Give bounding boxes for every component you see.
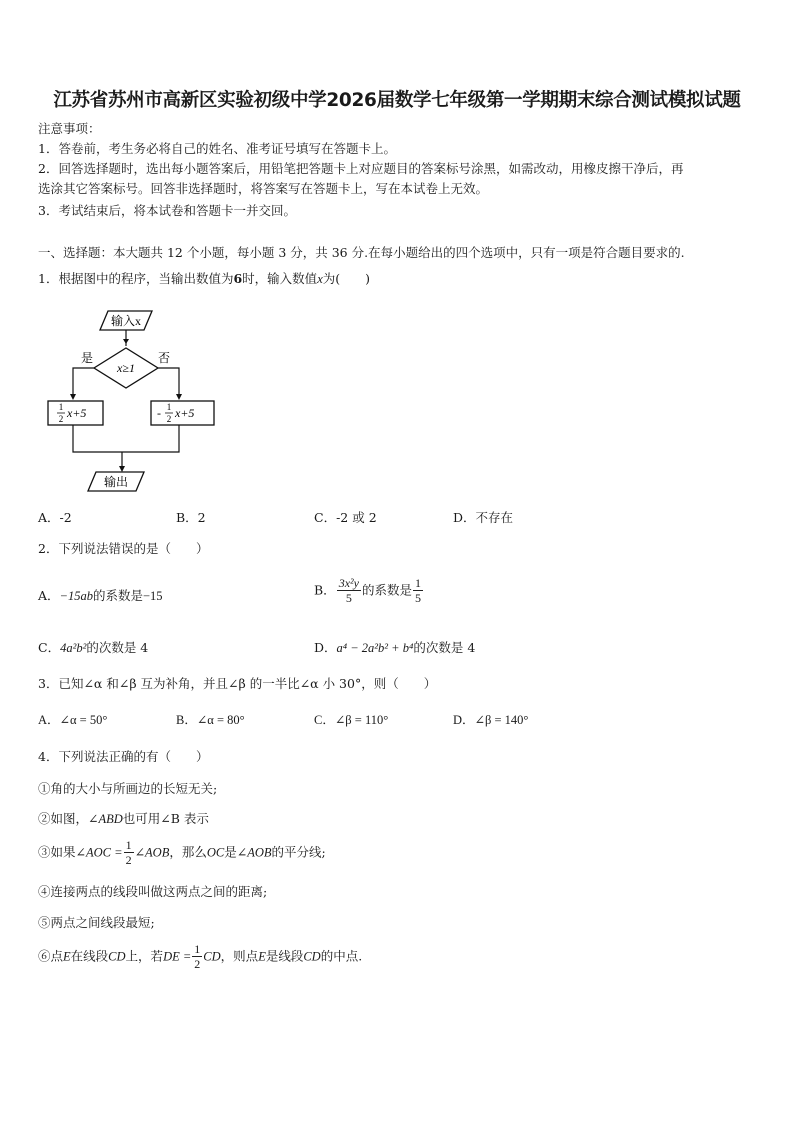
q3-option-d: D．∠β = 140° bbox=[453, 713, 529, 727]
flowchart bbox=[40, 300, 240, 500]
question-4-stem: 4．下列说法正确的有（ ） bbox=[38, 749, 209, 764]
question-3-stem: 3．已知∠α 和∠β 互为补角，并且∠β 的一半比∠α 小 30°，则（ ） bbox=[38, 676, 437, 691]
flow-no-label: 否 bbox=[157, 351, 171, 365]
question-1-stem: 1．根据图中的程序，当输出数值为6时，输入数值x为( ) bbox=[38, 271, 371, 286]
q4-statement-5: ⑤两点之间线段最短; bbox=[38, 915, 155, 930]
q1-option-d: D．不存在 bbox=[453, 510, 514, 525]
flow-right-expr: x+5 bbox=[175, 406, 195, 420]
section-heading: 一、选择题：本大题共 12 个小题，每小题 3 分，共 36 分.在每小题给出的四个选项中，只有一项是符合题目要求的. bbox=[38, 245, 685, 260]
q2-option-a: A．−15ab的系数是−15 bbox=[38, 588, 163, 603]
notice-heading: 注意事项： bbox=[38, 121, 101, 136]
notice-item-2: 2．回答选择题时，选出每小题答案后，用铅笔把答题卡上对应题目的答案标号涂黑，如需改动，用橡皮擦干净后，再 bbox=[38, 161, 684, 176]
q3-option-b: B．∠α = 80° bbox=[176, 713, 245, 727]
notice-item-1: 1．答卷前，考生务必将自己的姓名、准考证号填写在答题卡上。 bbox=[38, 141, 396, 156]
page-title: 江苏省苏州市高新区实验初级中学2026届数学七年级第一学期期末综合测试模拟试题 bbox=[53, 90, 741, 111]
flow-left-num: 1 bbox=[58, 402, 64, 412]
question-2-stem: 2．下列说法错误的是（ ） bbox=[38, 541, 209, 556]
q3-option-c: C．∠β = 110° bbox=[314, 713, 389, 727]
q3-option-a: A．∠α = 50° bbox=[38, 713, 108, 727]
flow-yes-label: 是 bbox=[80, 351, 94, 365]
q1-option-c: C．-2 或 2 bbox=[314, 510, 377, 525]
flow-input-label: 输入x bbox=[110, 314, 142, 328]
flow-decision-label: x≥1 bbox=[117, 361, 135, 375]
flow-right-num: 1 bbox=[166, 402, 172, 412]
notice-item-3: 3．考试结束后，将本试卷和答题卡一并交回。 bbox=[38, 203, 296, 218]
q2-option-d: D．a⁴ − 2a²b² + b⁴的次数是 4 bbox=[314, 640, 476, 655]
flow-left-den: 2 bbox=[58, 414, 64, 424]
flow-right-den: 2 bbox=[166, 414, 172, 424]
flow-right-neg: - bbox=[157, 406, 161, 420]
q1-option-b: B．2 bbox=[176, 510, 206, 525]
notice-item-2-cont: 选涂其它答案标号。回答非选择题时，将答案写在答题卡上，写在本试卷上无效。 bbox=[38, 181, 489, 196]
q4-statement-2: ②如图，∠ABD也可用∠B 表示 bbox=[38, 811, 209, 826]
q4-statement-6: ⑥点E在线段CD上，若DE = $\frac{1}{2}$ CD，则点E是线段CD的中点. bbox=[38, 942, 363, 971]
q1-option-a: A．-2 bbox=[38, 510, 72, 525]
q4-statement-4: ④连接两点的线段叫做这两点之间的距离; bbox=[38, 884, 268, 899]
q2-option-b: B． $\frac{\text{3x²y}}{5}$ 的系数是 $\frac{1}{5}$ bbox=[314, 576, 421, 605]
q4-statement-3: ③如果∠AOC = $\frac{1}{2}$ ∠AOB，那么OC是∠AOB的平分线; bbox=[38, 838, 326, 867]
flow-left-expr: x+5 bbox=[67, 406, 87, 420]
flow-output-label: 输出 bbox=[103, 475, 129, 489]
q2-option-c: C．4a²b²的次数是 4 bbox=[38, 640, 149, 655]
q4-statement-1: ①角的大小与所画边的长短无关; bbox=[38, 781, 218, 796]
